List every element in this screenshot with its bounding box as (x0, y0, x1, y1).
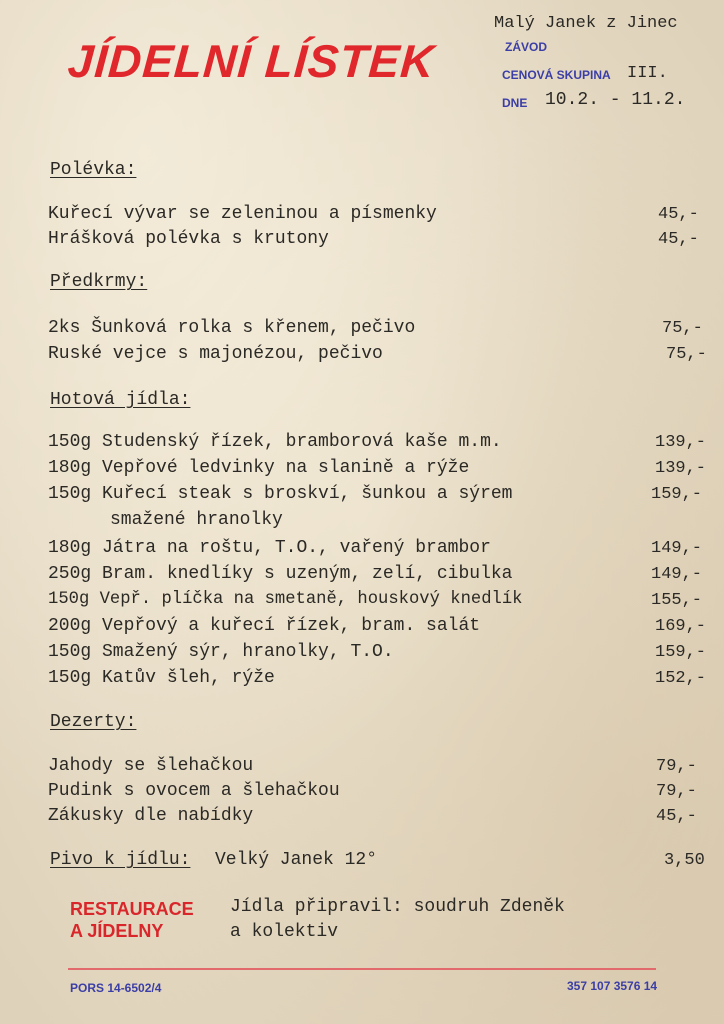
menu-item-name: 250g Bram. knedlíky s uzeným, zelí, cibulka (48, 564, 513, 584)
beer-label: Pivo k jídlu: (50, 850, 191, 870)
footer-phone: 357 107 3576 14 (567, 979, 658, 993)
menu-item-price: 152,- (655, 669, 707, 688)
menu-item-price: 79,- (656, 757, 697, 776)
menu-item-price: 169,- (655, 617, 707, 636)
menu-item-name: 150g Vepř. plíčka na smetaně, houskový knedlík (48, 590, 523, 609)
menu-item-name: Pudink s ovocem a šlehačkou (48, 781, 340, 801)
menu-item-name-continued: smažené hranolky (110, 510, 283, 530)
menu-item-name: 150g Studenský řízek, bramborová kaše m.m. (48, 432, 502, 452)
menu-item-price: 159,- (655, 643, 707, 662)
section-title-mains: Hotová jídla: (50, 390, 191, 410)
menu-item-price: 159,- (651, 485, 703, 504)
menu-item-price: 45,- (658, 230, 699, 249)
section-title-desserts: Dezerty: (50, 712, 137, 732)
date-label: DNE (502, 96, 528, 110)
menu-item-name: 150g Kuřecí steak s broskví, šunkou a sýrem (48, 484, 513, 504)
menu-item-name: 2ks Šunková rolka s křenem, pečivo (48, 318, 416, 338)
menu-item-name: Jahody se šlehačkou (48, 756, 254, 776)
menu-item-price: 45,- (658, 205, 699, 224)
menu-item-name: Kuřecí vývar se zeleninou a písmenky (48, 204, 437, 224)
menu-item-name: 200g Vepřový a kuřecí řízek, bram. salát (48, 616, 481, 636)
menu-item-price: 149,- (651, 565, 703, 584)
menu-item-price: 139,- (655, 433, 707, 452)
menu-item-name: 180g Játra na roštu, T.O., vařený brambor (48, 538, 491, 558)
menu-item-name: Zákusky dle nabídky (48, 806, 254, 826)
menu-item-name: Ruské vejce s majonézou, pečivo (48, 344, 383, 364)
section-title-soups: Polévka: (50, 160, 137, 180)
menu-item-price: 75,- (662, 319, 703, 338)
footer-prepared-line1: Jídla připravil: soudruh Zdeněk (230, 897, 565, 917)
menu-item-price: 45,- (656, 807, 697, 826)
menu-item-price: 139,- (655, 459, 707, 478)
menu-item-name: 150g Katův šleh, rýže (48, 668, 275, 688)
price-group-value: III. (627, 64, 668, 83)
menu-item-price: 155,- (651, 591, 703, 610)
beer-name: Velký Janek 12° (215, 850, 378, 870)
date-value: 10.2. - 11.2. (545, 90, 686, 110)
menu-title: JÍDELNÍ LÍSTEK (66, 35, 437, 87)
footer-code: PORS 14-6502/4 (70, 981, 162, 995)
beer-price: 3,50 (664, 851, 705, 870)
footer-org-line2: A JÍDELNY (70, 921, 164, 941)
footer-divider (68, 968, 656, 970)
menu-item-price: 149,- (651, 539, 703, 558)
section-title-starters: Předkrmy: (50, 272, 148, 292)
price-group-label: CENOVÁ SKUPINA (502, 68, 611, 82)
footer-prepared-line2: a kolektiv (230, 922, 339, 942)
menu-item-price: 75,- (666, 345, 707, 364)
menu-item-price: 79,- (656, 782, 697, 801)
menu-item-name: 150g Smažený sýr, hranolky, T.O. (48, 642, 394, 662)
footer-org-line1: RESTAURACE (70, 899, 194, 919)
menu-item-name: 180g Vepřové ledvinky na slanině a rýže (48, 458, 470, 478)
menu-item-name: Hrášková polévka s krutony (48, 229, 329, 249)
zavod-label: ZÁVOD (505, 40, 547, 54)
restaurant-name: Malý Janek z Jinec (494, 14, 678, 33)
